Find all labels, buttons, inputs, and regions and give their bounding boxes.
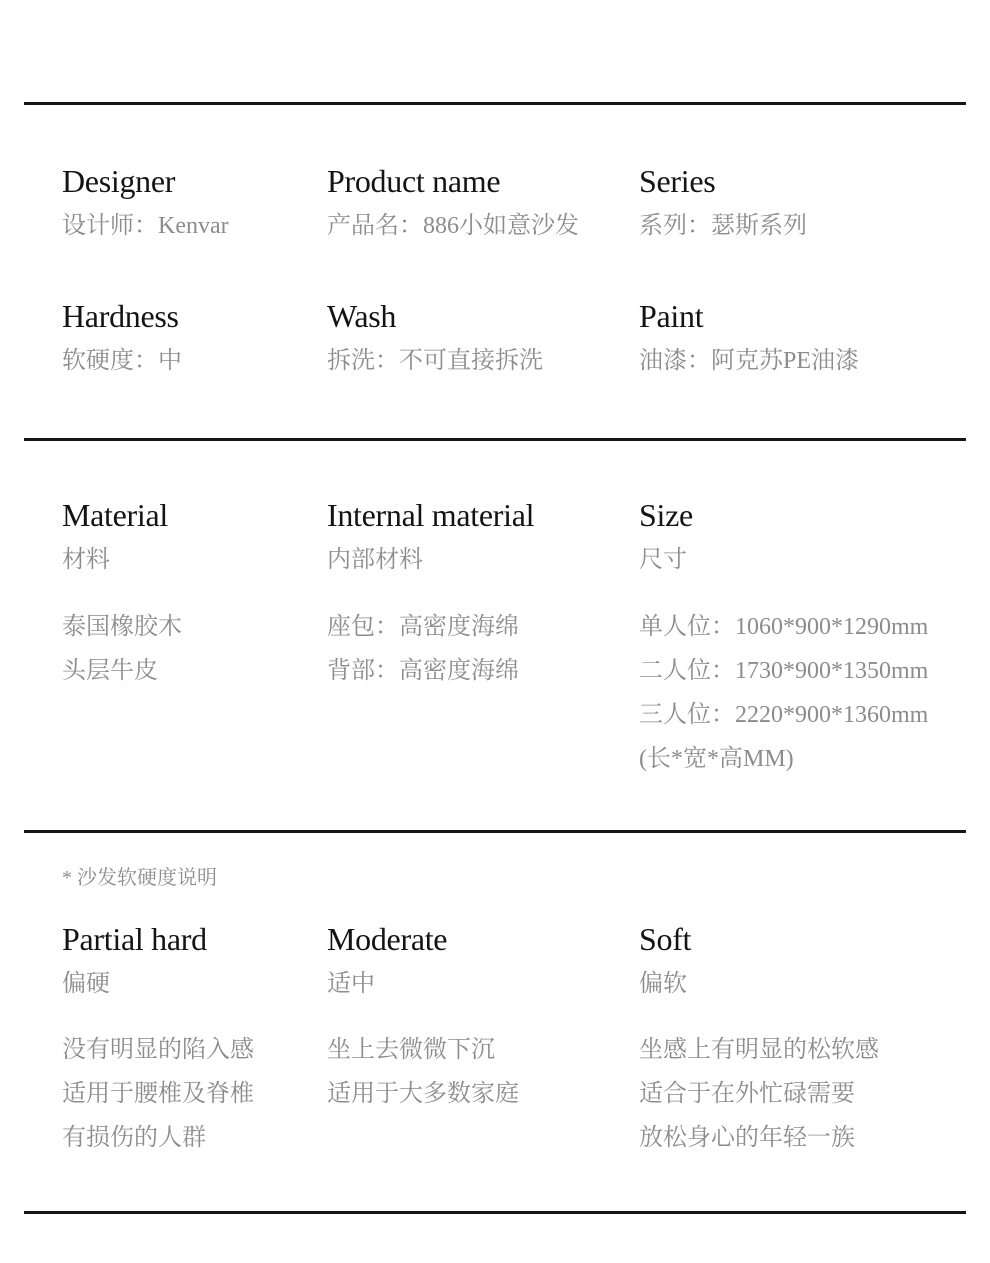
spec-product-name <box>327 161 579 242</box>
spec-hardness-value: 软硬度：中 <box>62 348 182 374</box>
spec-designer <box>62 161 229 242</box>
soft-column <box>639 919 691 1000</box>
partial-hard-title: Partial hard <box>62 921 207 957</box>
size-column <box>639 495 693 576</box>
size-list <box>639 605 928 781</box>
size-line: (长*宽*高MM) <box>639 746 794 772</box>
soft-line: 坐感上有明显的松软感 <box>639 1037 879 1063</box>
internal-material-line: 背部：高密度海绵 <box>327 658 519 684</box>
spec-wash-title: Wash <box>327 298 397 334</box>
soft-subtitle: 偏软 <box>639 971 687 997</box>
moderate-title: Moderate <box>327 921 448 957</box>
moderate-line: 适用于大多数家庭 <box>327 1081 519 1107</box>
soft-line: 放松身心的年轻一族 <box>639 1125 855 1151</box>
internal-material-subtitle: 内部材料 <box>327 547 423 573</box>
spec-wash-value: 拆洗：不可直接拆洗 <box>327 348 543 374</box>
materials-divider <box>24 830 966 833</box>
material-title: Material <box>62 497 168 533</box>
partial-hard-line: 有损伤的人群 <box>62 1125 206 1151</box>
spec-hardness-title: Hardness <box>62 298 179 334</box>
partial-hard-column <box>62 919 207 1000</box>
spec-series <box>639 161 807 242</box>
hardness-note: * 沙发软硬度说明 <box>62 867 217 889</box>
size-line: 二人位：1730*900*1350mm <box>639 658 929 684</box>
spec-wash <box>327 296 543 377</box>
internal-material-list <box>327 605 519 693</box>
material-subtitle: 材料 <box>62 547 110 573</box>
top-divider <box>24 102 966 105</box>
spec-paint-title: Paint <box>639 298 704 334</box>
spec-product-name-value: 产品名：886小如意沙发 <box>327 213 579 239</box>
spec-paint <box>639 296 859 377</box>
material-line: 头层牛皮 <box>62 658 158 684</box>
partial-hard-list <box>62 1028 254 1160</box>
spec-series-value: 系列：瑟斯系列 <box>639 213 807 239</box>
moderate-line: 坐上去微微下沉 <box>327 1037 495 1063</box>
spec-product-name-title: Product name <box>327 163 501 199</box>
material-column <box>62 495 168 576</box>
internal-material-title: Internal material <box>327 497 535 533</box>
size-line: 单人位：1060*900*1290mm <box>639 614 929 640</box>
spec-paint-value: 油漆：阿克苏PE油漆 <box>639 348 860 374</box>
spec-hardness <box>62 296 182 377</box>
size-title: Size <box>639 497 693 533</box>
moderate-column <box>327 919 447 1000</box>
material-list <box>62 605 182 693</box>
specs-divider <box>24 438 966 441</box>
spec-designer-value: 设计师：Kenvar <box>62 213 229 239</box>
internal-material-column <box>327 495 534 576</box>
partial-hard-subtitle: 偏硬 <box>62 971 110 997</box>
partial-hard-line: 没有明显的陷入感 <box>62 1037 254 1063</box>
size-line: 三人位：2220*900*1360mm <box>639 702 929 728</box>
bottom-divider <box>24 1211 966 1214</box>
moderate-subtitle: 适中 <box>327 971 375 997</box>
partial-hard-line: 适用于腰椎及脊椎 <box>62 1081 254 1107</box>
material-line: 泰国橡胶木 <box>62 614 182 640</box>
moderate-list <box>327 1028 519 1116</box>
soft-line: 适合于在外忙碌需要 <box>639 1081 855 1107</box>
size-subtitle: 尺寸 <box>639 547 687 573</box>
soft-list <box>639 1028 879 1160</box>
spec-designer-title: Designer <box>62 163 176 199</box>
spec-series-title: Series <box>639 163 716 199</box>
internal-material-line: 座包：高密度海绵 <box>327 614 519 640</box>
soft-title: Soft <box>639 921 692 957</box>
